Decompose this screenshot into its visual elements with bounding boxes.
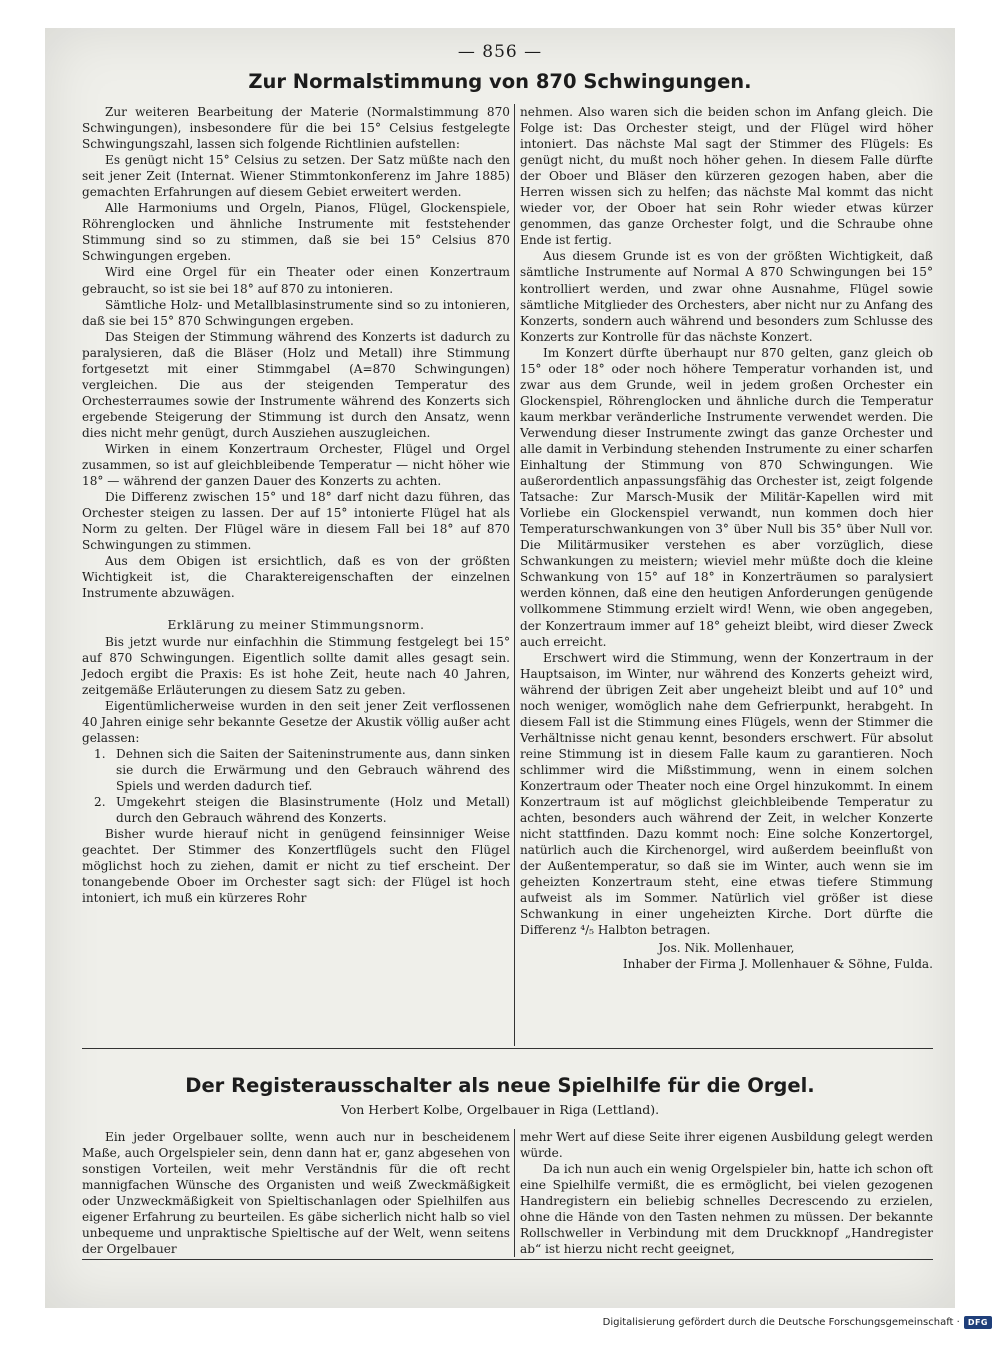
- signature-firm: Inhaber der Firma J. Mollenhauer & Söhne, Fulda.: [622, 957, 933, 972]
- article-column-right: [520, 1129, 933, 1257]
- paragraph: Bisher wurde hierauf nicht in genügend feinsinniger Weise geachtet. Der Stimmer des Konzertflügels sucht den Flügel möglichst hoch zu ziehen, damit er nicht zu tief erscheint. Der tonangebende Oboer im Orchester sagt sich: der Flügel ist hoch intoniert, ich muß ein kürzeres Rohr: [82, 827, 510, 906]
- list-number: 1.: [94, 746, 106, 761]
- column-divider: [514, 1129, 515, 1257]
- paragraph: mehr Wert auf diese Seite ihrer eigenen Ausbildung gelegt werden würde.: [520, 1130, 933, 1161]
- paragraph: Alle Harmoniums und Orgeln, Pianos, Flügel, Glockenspiele, Röhrenglocken und ähnliche Instrumente mit feststehender Stimmung sind so zu stimmen, daß sie bei 15° Celsius 870 Schwingungen ergeben.: [82, 201, 510, 264]
- article-title: Zur Normalstimmung von 870 Schwingungen.: [248, 70, 752, 93]
- paragraph: Aus dem Obigen ist ersichtlich, daß es von der größten Wichtigkeit ist, die Charaktereigenschaften der einzelnen Instrumente abzuwägen.: [82, 554, 510, 601]
- paragraph: Im Konzert dürfte überhaupt nur 870 gelten, ganz gleich ob 15° oder 18° oder noch höhere Temperatur vorhanden ist, und zwar aus dem Grunde, weil in jedem großen Orchester ein Glockenspiel, Röhrenglocken und ähnliche durch die Temperatur kaum merkbar veränderliche Instrumente verwendet werden. Die Verwendung dieser Instrumente zwingt das ganze Orchester und alle damit in Verbindung stehenden Instrumente zu einer scharfen Einhaltung der Stimmung von 870 Schwingungen. Wie außerordentlich anpassungsfähig das Orchester ist, zeigt folgende Tatsache: Zur Marsch-Musik der Militär-Kapellen wird mit Vorliebe ein Glockenspiel verwandt, nun kommen doch hier Temperaturschwankungen von 3° über Null bis 35° über Null vor. Die Militärmusiker verstehen es aber vorzüglich, diese Schwankungen zu meistern; wieviel mehr müßte doch die kleine Schwankung von 15° auf 18° in Konzerträumen so paralysiert werden können, daß eine den heutigen Anforderungen genügende vollkommene Stimmung erzielt wird! Wenn, wie oben angegeben, der Konzertraum immer auf 18° geheizt bleibt, wird dieser Zweck auch erreicht.: [520, 345, 933, 649]
- article-separator: [82, 1048, 933, 1049]
- paragraph: Zur weiteren Bearbeitung der Materie (Normalstimmung 870 Schwingungen), insbesondere für die bei 15° Celsius festgelegte Schwingungszahl, lassen sich folgende Richtlinien aufstellen:: [82, 105, 510, 152]
- signature-name: Jos. Nik. Mollenhauer,: [658, 941, 795, 956]
- article-column-left: [82, 1129, 510, 1257]
- paragraph: Ein jeder Orgelbauer sollte, wenn auch nur in bescheidenem Maße, auch Orgelspieler sein, denn dann hat er, ganz abgesehen von sonstigen Vorteilen, weit mehr Verständnis für die oft recht mannigfachen Wünsche des Organisten und weiß Zweckmäßigkeit oder Unzweckmäßigkeit von Spieltischanlagen oder Spielhilfen aus eigener Erfahrung zu beurteilen. Es gäbe sicherlich nicht halb so viel unbequeme und unpraktische Spieltische auf der Welt, wenn seitens der Orgelbauer: [82, 1130, 510, 1257]
- paragraph: Wird eine Orgel für ein Theater oder einen Konzertraum gebraucht, so ist sie bei 18° auf 870 zu intonieren.: [82, 265, 510, 296]
- article-column-left: [82, 104, 510, 906]
- paragraph: Wirken in einem Konzertraum Orchester, Flügel und Orgel zusammen, so ist auf gleichbleibende Temperatur — nicht höher wie 18° — während der ganzen Dauer des Konzerts zu achten.: [82, 441, 510, 489]
- list-text: Umgekehrt steigen die Blasinstrumente (Holz und Metall) durch den Gebrauch während des Konzerts.: [116, 794, 510, 826]
- article-byline: Von Herbert Kolbe, Orgelbauer in Riga (Lettland).: [340, 1102, 660, 1117]
- paragraph: Sämtliche Holz- und Metallblasinstrumente sind so zu intonieren, daß sie bei 15° 870 Schwingungen ergeben.: [82, 297, 510, 328]
- paragraph: nehmen. Also waren sich die beiden schon im Anfang gleich. Die Folge ist: Das Orchester steigt, und der Flügel wird höher intoniert. Das nächste Mal sagt der Stimmer des Flügels: Es genügt nicht, du mußt noch höher gehen. In diesem Falle dürfte der Oboer und Bläser den kürzeren gezogen haben, aber die Herren wissen sich zu helfen; das nächste Mal kommt das nicht wieder vor, der Oboer hat sein Rohr wieder etwas kürzer genommen, das ganze Orchester folgt, und die Schraube ohne Ende ist fertig.: [520, 105, 933, 248]
- article-column-right: [520, 104, 933, 973]
- paragraph: Erschwert wird die Stimmung, wenn der Konzertraum in der Hauptsaison, im Winter, nur während des Konzerts geheizt wird, während der übrigen Zeit aber ungeheizt bleibt und auf 10° und noch weniger, womöglich nahe dem Gefrierpunkt, herabgeht. In diesem Fall ist die Stimmung eines Flügels, wenn der Stimmer die Verhältnisse nicht genau kennt, besonders erschwert. Für absolut reine Stimmung ist in diesem Falle kaum zu garantieren. Noch schlimmer wird die Mißstimmung, wenn in einem solchen Konzertraum oder Theater noch eine Orgel hinzukommt. In einem Konzertraum ist auf möglichst gleichbleibende Temperatur zu achten, besonders auch während der Zeit, in welcher Konzerte nicht stattfinden. Dazu kommt noch: Eine solche Konzertorgel, natürlich auch die Kirchenorgel, wird außerdem beeinflußt von der Außentemperatur, so daß sie im Winter, auch wenn sie im geheizten Konzertraum steht, eine etwas tiefere Stimmung aufweist als im Sommer. Natürlich viel größer ist diese Schwankung in einer ungeheizten Kirche. Dort dürfte die Differenz ⁴/₅ Halbton betragen.: [520, 650, 933, 938]
- funding-credit: [603, 1316, 992, 1329]
- section-subheading: Erklärung zu meiner Stimmungsnorm.: [167, 618, 425, 633]
- paragraph: Das Steigen der Stimmung während des Konzerts ist dadurch zu paralysieren, daß die Bläser (Holz und Metall) ihre Stimmung fortgesetzt mit einer Stimmgabel (A=870 Schwingungen) vergleichen. Die aus der steigenden Temperatur des Orchesterraumes sowie der Instrumente während des Konzerts sich ergebende Steigerung der Stimmung ist durch den Ansatz, wenn dies nicht mehr genügt, durch Ausziehen auszugleichen.: [82, 329, 510, 440]
- list-number: 2.: [94, 794, 106, 809]
- list-item: [82, 746, 510, 794]
- page-number: — 856 —: [457, 42, 543, 62]
- paragraph: Die Differenz zwischen 15° und 18° darf nicht dazu führen, das Orchester steigen zu lassen. Der auf 15° intonierte Flügel hat als Norm zu gelten. Der Flügel wäre in diesem Fall bei 18° auf 870 Schwingungen zu stimmen.: [82, 490, 510, 553]
- funding-credit-text: Digitalisierung gefördert durch die Deutsche Forschungsgemeinschaft ·: [602, 1317, 960, 1328]
- column-divider: [514, 104, 515, 1046]
- paragraph: Aus diesem Grunde ist es von der größten Wichtigkeit, daß sämtliche Instrumente auf Normal A 870 Schwingungen bei 15° kontrolliert werden, und zwar ohne Ausnahme, Flügel sowie sämtliche Mitglieder des Orchesters, aber nicht nur zu Anfang des Konzerts, sondern auch während und besonders zum Schlusse des Konzerts zur Kontrolle für das nächste Konzert.: [520, 249, 933, 344]
- list-text: Dehnen sich die Saiten der Saiteninstrumente aus, dann sinken sie durch die Erwärmung und den Gebrauch während des Spiels und werden dadurch tief.: [116, 746, 510, 793]
- paragraph: Eigentümlicherweise wurden in den seit jener Zeit verflossenen 40 Jahren einige sehr bekannte Gesetze der Akustik völlig außer acht gelassen:: [82, 698, 510, 745]
- page-bottom-rule: [82, 1259, 933, 1260]
- list-item: [82, 794, 510, 826]
- numbered-list: [82, 746, 510, 826]
- article-title: Der Registerausschalter als neue Spielhilfe für die Orgel.: [185, 1074, 815, 1097]
- paragraph: Da ich nun auch ein wenig Orgelspieler bin, hatte ich schon oft eine Spielhilfe vermißt, die es ermöglicht, bei vielen gezogenen Handregistern ein beliebig schnelles Decrescendo zu erzielen, ohne die Hände von den Tasten nehmen zu müssen. Der bekannte Rollschweller in Verbindung mit dem Druckknopf „Handregister ab“ ist hierzu nicht recht geeignet,: [520, 1162, 933, 1257]
- dfg-logo: DFG: [964, 1316, 992, 1329]
- paragraph: Es genügt nicht 15° Celsius zu setzen. Der Satz müßte nach den seit jener Zeit (Internat. Wiener Stimmtonkonferenz im Jahre 1885) gemachten Erfahrungen auf diesem Gebiet erweitert werden.: [82, 153, 510, 200]
- paragraph: Bis jetzt wurde nur einfachhin die Stimmung festgelegt bei 15° auf 870 Schwingungen. Eigentlich sollte damit alles gesagt sein. Jedoch ergibt die Praxis: Es ist hohe Zeit, heute nach 40 Jahren, zeitgemäße Erläuterungen zu diesem Satz zu geben.: [82, 634, 510, 697]
